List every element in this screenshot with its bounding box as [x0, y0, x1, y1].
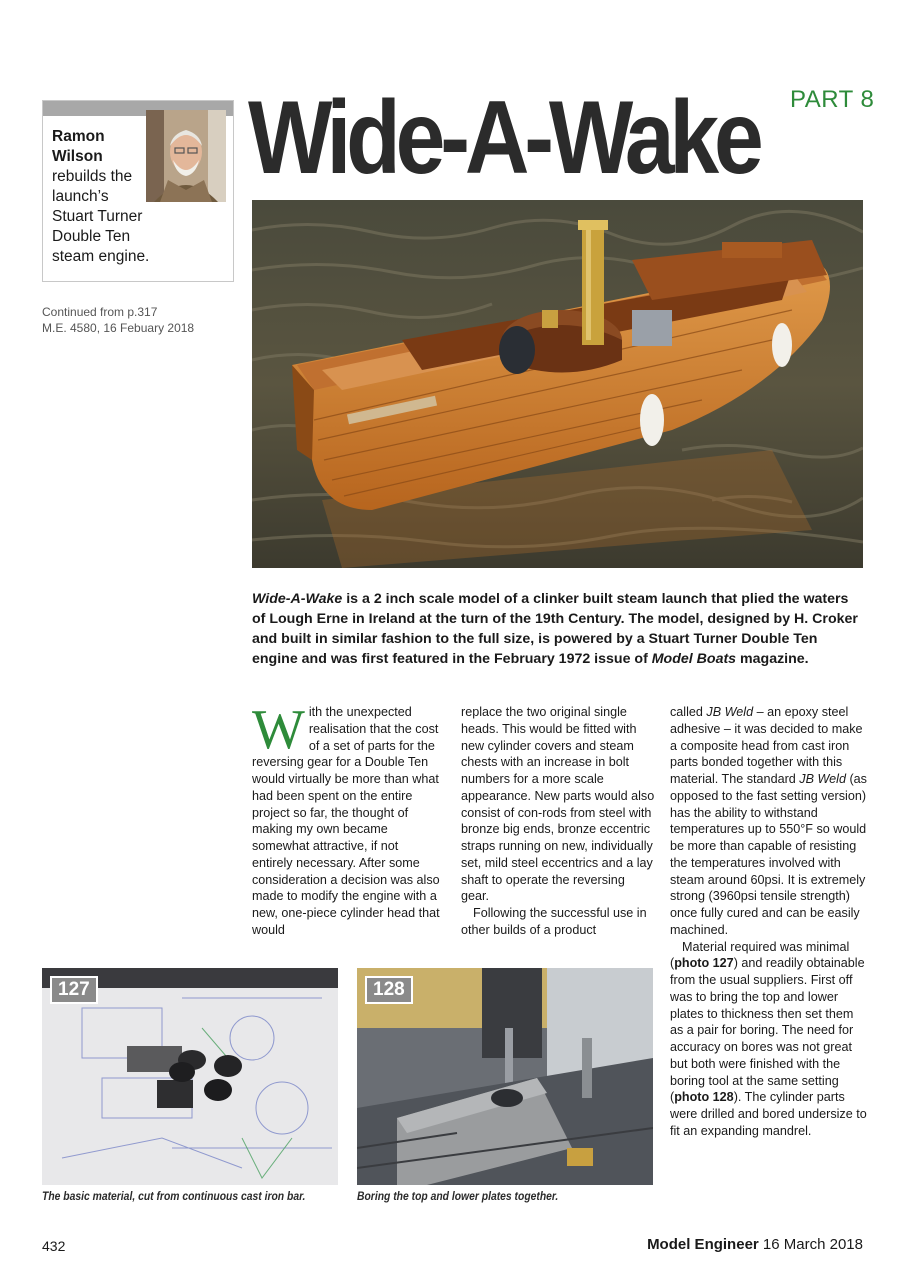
body-text: Material required was minimal ( [670, 939, 850, 971]
body-column-3 [670, 704, 868, 1140]
standfirst-magazine-name: Model Boats [651, 651, 737, 667]
body-paragraph: Following the successful use in other builds of a product [461, 906, 647, 937]
body-paragraph [252, 699, 442, 939]
photo-reference: photo 128 [674, 1090, 734, 1105]
continued-line-2: M.E. 4580, 16 Febuary 2018 [42, 321, 195, 335]
body-text: ). The cylinder parts were drilled and bored undersize to fit an expanding mandrel. [670, 1090, 867, 1138]
photo-127-cast-iron-parts [42, 968, 338, 1185]
drop-cap: W [252, 699, 305, 761]
photo-number-badge: 127 [50, 976, 98, 1004]
body-paragraph [670, 704, 868, 939]
standfirst-text-b: magazine. [736, 651, 809, 667]
standfirst-boat-name: Wide-A-Wake [252, 591, 343, 607]
body-text: ) and readily obtainable from the usual suppliers. First off was to bring the top and lower plates to thickness then set them as a pair for boring. The need for accuracy on bores was not great but both were finished with the boring tool at the same setting ( [670, 956, 865, 1105]
body-column-2 [461, 704, 656, 939]
photo-reference: photo 127 [674, 956, 734, 971]
continued-from-note [42, 304, 194, 336]
body-text: called [670, 705, 707, 719]
magazine-name: Model Engineer [647, 1236, 759, 1253]
author-portrait [146, 110, 226, 202]
product-name: JB Weld [799, 772, 846, 786]
continued-line-1: Continued from p.317 [42, 305, 158, 319]
author-box [42, 100, 234, 282]
author-byline [52, 127, 152, 267]
standfirst-text-a: is a 2 inch scale model of a clinker built steam launch that plied the waters of Lough Erne in Ireland at the turn of the 19th Century. The model, designed by H. Croker and built in similar fashion to the full size, is powered by a Stuart Turner Double Ten engine and was first featured in the February 1972 issue of [252, 591, 858, 667]
product-name: JB Weld [706, 705, 754, 719]
footer-publication [560, 1236, 863, 1253]
body-paragraph [670, 939, 868, 1140]
standfirst [252, 589, 864, 669]
body-text: ith the unexpected realisation that the cost of a set of parts for the reversing gear for a Double Ten would virtually be more than what had been spent on the entire project so far, the thought of making my own became somewhat attractive, if not entirely necessary. After some consideration a decision was also made to modify the engine with a new, one-piece cylinder head that would [252, 705, 440, 937]
photo-128-caption: Boring the top and lower plates together. [357, 1191, 559, 1203]
photo-127-caption: The basic material, cut from continuous cast iron bar. [42, 1191, 306, 1203]
photo-128-boring-plates [357, 968, 653, 1185]
body-text: – an epoxy steel adhesive – it was decided to make a composite head from cast iron parts bonded together with this material. The standard [670, 705, 863, 786]
photo-number-badge: 128 [365, 976, 413, 1004]
body-text: (as opposed to the fast setting version) has the ability to withstand temperatures up to 550°F so would be more than capable of resisting the temperatures involved with steam around 60psi. It is extremely strong (3960psi tensile strength) once fully cured and can be easily machined. [670, 772, 867, 937]
issue-date: 16 March 2018 [762, 1236, 863, 1253]
page-number: 432 [42, 1238, 66, 1254]
article-title: Wide-A-Wake [248, 80, 759, 196]
body-column-1 [252, 699, 442, 939]
author-name: Ramon Wilson [52, 128, 105, 165]
part-label: PART 8 [790, 86, 875, 113]
body-paragraph: replace the two original single heads. This would be fitted with new cylinder covers and steam chests with an increase in bolt numbers for a more scale appearance. New parts would also consist of con-rods from steel with bronze big ends, bronze eccentric straps running on new, individually set, mild steel eccentrics and a lay shaft to operate the reversing gear. [461, 705, 655, 904]
main-photo-steam-launch [252, 200, 863, 568]
author-blurb: rebuilds the launch’s Stuart Turner Double Ten steam engine. [52, 168, 150, 265]
